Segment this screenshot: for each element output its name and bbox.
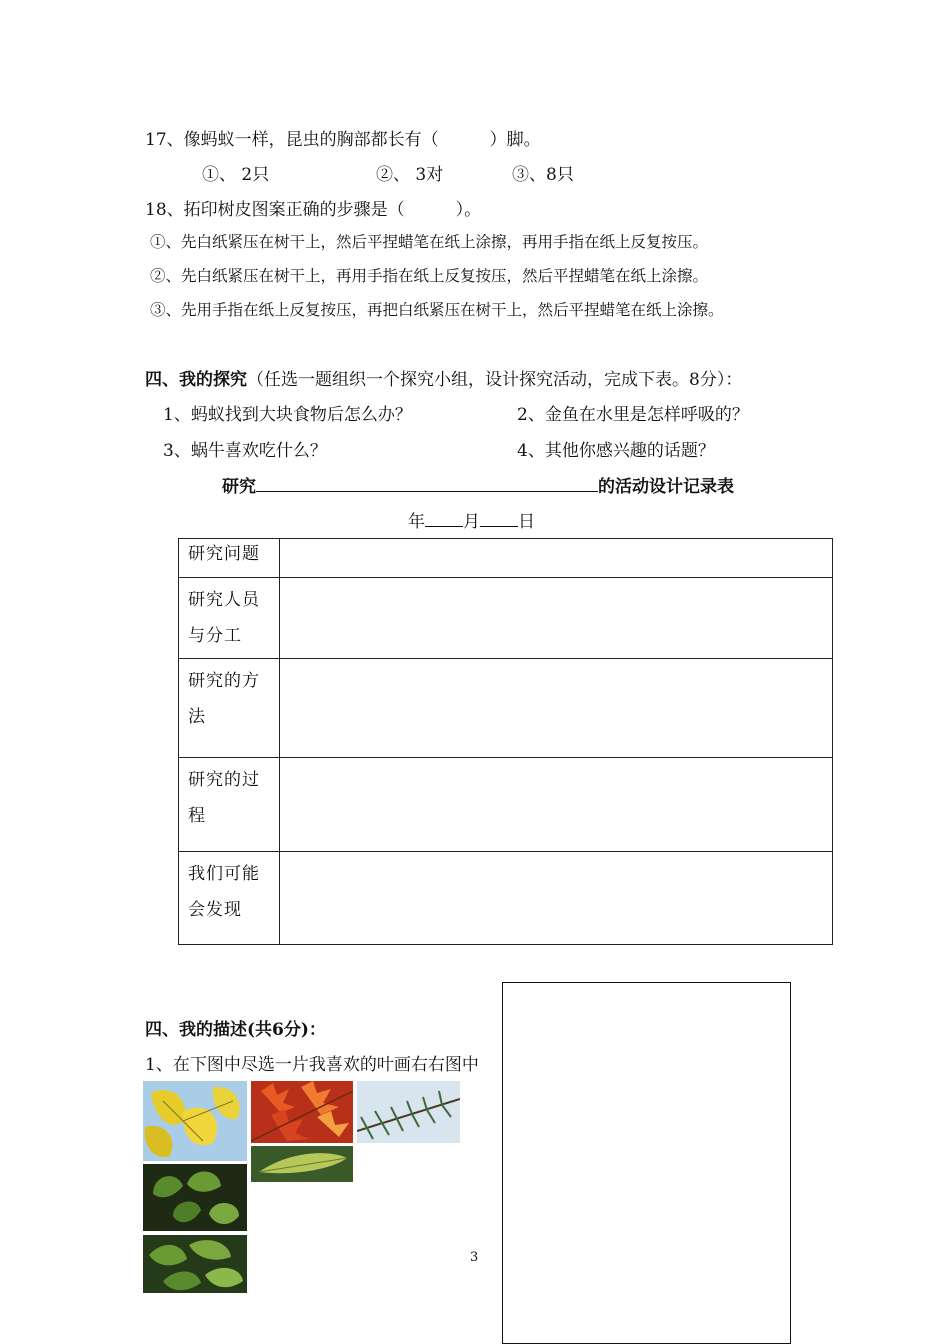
- q18-option-1: ①、先白纸紧压在树干上，然后平捏蜡笔在纸上涂擦，再用手指在纸上反复按压。: [150, 233, 709, 251]
- q17-option-2: ②、 3对: [376, 165, 444, 185]
- row-label: 研究人员与分工: [179, 578, 280, 659]
- section-4-note: （任选一题组织一个探究小组，设计探究活动，完成下表。8分）：: [247, 370, 743, 390]
- topic-1: 1、蚂蚁找到大块食物后怎么办？: [163, 405, 412, 425]
- record-title-suffix: 的活动设计记录表: [598, 477, 734, 497]
- pine-branch-photo[interactable]: [357, 1081, 460, 1143]
- research-topic-blank[interactable]: [256, 473, 598, 492]
- date-day-label: 日: [518, 512, 535, 532]
- record-title-prefix: 研究: [222, 477, 256, 497]
- question-18: 18、拓印树皮图案正确的步骤是（ ）。: [145, 200, 482, 220]
- red-maple-leaves-photo[interactable]: [251, 1081, 353, 1143]
- section-5-heading: 四、我的描述(共6分)：: [145, 1020, 326, 1040]
- date-month-label: 月: [463, 512, 480, 532]
- section-5-item-1: 1、在下图中尽选一片我喜欢的叶画右右图中: [145, 1055, 479, 1075]
- row-label: 研究的方法: [179, 659, 280, 758]
- row-label: 研究问题: [179, 539, 280, 578]
- row-label: 研究的过程: [179, 758, 280, 852]
- compound-leaves-photo[interactable]: [143, 1235, 247, 1293]
- section-4-heading: 四、我的探究: [145, 370, 247, 390]
- answer-cell-members[interactable]: [280, 578, 833, 659]
- record-title: [222, 472, 734, 497]
- answer-cell-findings[interactable]: [280, 852, 833, 945]
- table-row: [179, 852, 833, 945]
- table-row: [179, 578, 833, 659]
- topic-3: 3、蜗牛喜欢吃什么？: [163, 441, 327, 461]
- table-row: [179, 758, 833, 852]
- question-17: 17、像蚂蚁一样，昆虫的胸部都长有（ ）脚。: [145, 130, 541, 150]
- drawing-box[interactable]: [502, 982, 791, 1344]
- date-line: [408, 507, 535, 532]
- willow-leaf-photo[interactable]: [251, 1146, 353, 1182]
- q18-option-3: ③、先用手指在纸上反复按压，再把白纸紧压在树干上，然后平捏蜡笔在纸上涂擦。: [150, 301, 724, 319]
- day-blank[interactable]: [480, 508, 518, 527]
- q18-option-2: ②、先白纸紧压在树干上，再用手指在纸上反复按压，然后平捏蜡笔在纸上涂擦。: [150, 267, 709, 285]
- topic-2: 2、金鱼在水里是怎样呼吸的？: [517, 405, 749, 425]
- answer-cell-method[interactable]: [280, 659, 833, 758]
- date-year-label: 年: [408, 512, 425, 532]
- answer-cell-process[interactable]: [280, 758, 833, 852]
- section-4-heading-line: [145, 365, 742, 390]
- answer-cell-question[interactable]: [280, 539, 833, 578]
- ginkgo-leaves-photo[interactable]: [143, 1164, 247, 1231]
- q17-option-1: ①、 2只: [202, 165, 270, 185]
- record-table: [178, 538, 833, 945]
- yellow-leaves-photo[interactable]: [143, 1081, 247, 1161]
- q17-option-3: ③、8只: [512, 165, 574, 185]
- page-number: 3: [470, 1250, 479, 1265]
- month-blank[interactable]: [425, 508, 463, 527]
- topic-4: 4、其他你感兴趣的话题？: [517, 441, 715, 461]
- table-row: [179, 659, 833, 758]
- table-row: [179, 539, 833, 578]
- row-label: 我们可能会发现: [179, 852, 280, 945]
